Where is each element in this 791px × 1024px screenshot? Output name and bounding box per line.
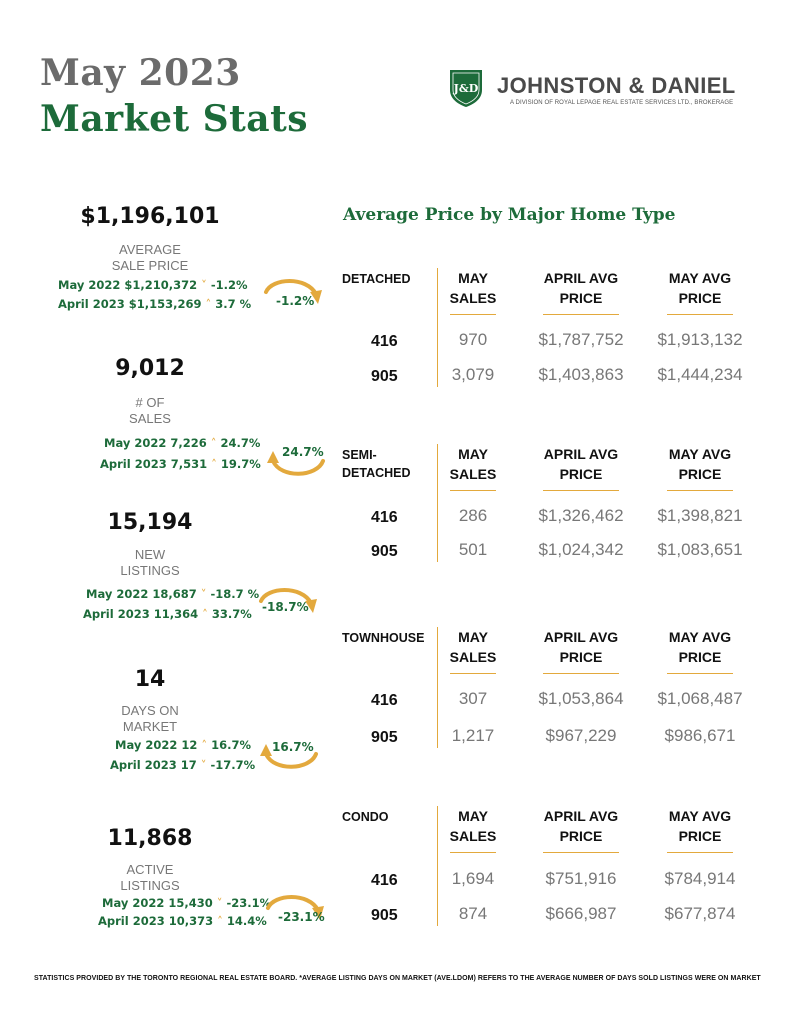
- stat-label-line: ACTIVE: [126, 862, 174, 877]
- chevron-down-icon: ˅: [200, 758, 207, 772]
- header-line: MAY AVG: [668, 446, 732, 462]
- price-cell: $1,913,132: [657, 330, 743, 349]
- stat-label-line: LISTINGS: [120, 878, 180, 893]
- header-underline: [667, 852, 733, 853]
- comparison-text: April 2023 11,364: [83, 607, 199, 621]
- home-type-line: TOWNHOUSE: [342, 631, 425, 645]
- header-line: MAY AVG: [668, 808, 732, 824]
- home-type-label: [342, 808, 389, 826]
- header-line: APRIL AVG: [543, 446, 619, 462]
- comparison-row: [58, 278, 248, 292]
- comparison-text: April 2023 $1,153,269: [58, 297, 202, 311]
- april-avg-price-header: [526, 627, 636, 674]
- stat-label: [40, 862, 260, 894]
- comparison-row: [58, 297, 251, 311]
- april-avg-price-header: [526, 444, 636, 491]
- home-type-line: DETACHED: [342, 466, 411, 480]
- comparison-pct: -18.7 %: [210, 587, 260, 601]
- comparison-pct: 24.7%: [220, 436, 261, 450]
- change-badge: 16.7%: [272, 740, 314, 754]
- price-cell: $1,444,234: [657, 365, 743, 384]
- home-type-line: CONDO: [342, 810, 389, 824]
- comparison-text: May 2022 18,687: [86, 587, 197, 601]
- may-avg-price-header: [650, 444, 750, 491]
- chevron-up-icon: ˄: [202, 607, 208, 621]
- header-underline: [450, 314, 496, 315]
- stat-value: $1,196,101: [80, 204, 220, 229]
- change-badge: -18.7%: [262, 600, 309, 614]
- logo-monogram: J&D: [453, 82, 479, 95]
- header-underline: [667, 673, 733, 674]
- price-cell: 307: [458, 689, 488, 708]
- price-cell: $967,229: [545, 726, 617, 745]
- comparison-text: April 2023 7,531: [100, 457, 208, 471]
- comparison-pct: -17.7%: [210, 758, 256, 772]
- header-underline: [543, 852, 619, 853]
- chevron-down-icon: ˅: [201, 278, 207, 292]
- stat-label-line: NEW: [134, 547, 166, 562]
- header-line: SALES: [449, 466, 497, 482]
- region-label: 416: [371, 509, 398, 526]
- header-underline: [667, 490, 733, 491]
- header-line: PRICE: [678, 828, 722, 844]
- may-avg-price-header: [650, 806, 750, 853]
- home-type-label: [342, 270, 411, 288]
- header-underline: [450, 673, 496, 674]
- home-type-label: [342, 629, 424, 647]
- comparison-row: [83, 607, 252, 621]
- comparison-row: [100, 457, 261, 471]
- stat-label-line: AVERAGE: [119, 242, 181, 257]
- stat-label-line: DAYS ON: [121, 703, 179, 718]
- may-avg-price-header: [650, 627, 750, 674]
- region-label: 905: [371, 907, 398, 924]
- comparison-row: [115, 738, 251, 752]
- home-type-line: DETACHED: [342, 272, 411, 286]
- stat-label-line: LISTINGS: [120, 563, 180, 578]
- comparison-pct: 16.7%: [211, 738, 252, 752]
- price-cell: 1,217: [451, 726, 495, 745]
- comparison-text: May 2022 15,430: [102, 896, 213, 910]
- comparison-row: [102, 896, 271, 910]
- stat-value: 9,012: [115, 356, 185, 381]
- comparison-pct: 14.4%: [226, 914, 267, 928]
- may-sales-header: [436, 268, 510, 315]
- chevron-up-icon: ˄: [201, 738, 208, 752]
- price-cell: 286: [458, 506, 488, 525]
- header-line: SALES: [449, 290, 497, 306]
- header-underline: [450, 490, 496, 491]
- home-type-label: [342, 446, 411, 482]
- comparison-pct: -1.2%: [210, 278, 248, 292]
- header-line: APRIL AVG: [543, 629, 619, 645]
- price-cell: $751,916: [545, 869, 617, 888]
- may-sales-header: [436, 806, 510, 853]
- comparison-pct: 19.7%: [220, 457, 261, 471]
- header-line: PRICE: [559, 649, 603, 665]
- header-line: MAY AVG: [668, 270, 732, 286]
- price-cell: $784,914: [664, 869, 736, 888]
- change-badge: 24.7%: [282, 445, 324, 459]
- april-avg-price-header: [526, 806, 636, 853]
- header-line: MAY: [458, 808, 488, 824]
- comparison-pct: 3.7 %: [215, 297, 252, 311]
- price-cell: $1,787,752: [538, 330, 624, 349]
- april-avg-price-header: [526, 268, 636, 315]
- comparison-text: April 2023 10,373: [98, 914, 214, 928]
- price-cell: $1,068,487: [657, 689, 743, 708]
- price-cell: $1,326,462: [538, 506, 624, 525]
- header-line: PRICE: [678, 290, 722, 306]
- stat-value: 11,868: [107, 826, 193, 851]
- price-cell: 501: [458, 540, 488, 559]
- title-month: May 2023: [40, 52, 241, 94]
- price-cell: 874: [458, 904, 488, 923]
- price-cell: $666,987: [545, 904, 617, 923]
- comparison-row: [98, 914, 267, 928]
- chevron-up-icon: ˄: [211, 457, 217, 471]
- change-badge: -23.1%: [278, 910, 325, 924]
- home-type-line: SEMI-: [342, 448, 377, 462]
- header-line: PRICE: [559, 828, 603, 844]
- brand-name: JOHNSTON & DANIEL: [497, 73, 736, 98]
- stat-value: 15,194: [107, 510, 193, 535]
- chevron-down-icon: ˅: [200, 587, 207, 601]
- chevron-up-icon: ˄: [205, 297, 212, 311]
- stat-label-line: SALE PRICE: [111, 258, 189, 273]
- header-line: APRIL AVG: [543, 270, 619, 286]
- price-cell: $1,398,821: [657, 506, 743, 525]
- comparison-text: April 2023 17: [110, 758, 197, 772]
- stat-label: [40, 547, 260, 579]
- comparison-row: [104, 436, 260, 450]
- title-market-stats: Market Stats: [40, 98, 309, 140]
- chevron-up-icon: ˄: [210, 436, 217, 450]
- stat-label-line: MARKET: [122, 719, 178, 734]
- may-sales-header: [436, 627, 510, 674]
- change-badge: -1.2%: [276, 294, 315, 308]
- price-cell: $1,053,864: [538, 689, 624, 708]
- comparison-text: May 2022 12: [115, 738, 198, 752]
- chevron-up-icon: ˄: [217, 914, 223, 928]
- header-line: SALES: [449, 828, 497, 844]
- comparison-text: May 2022 $1,210,372: [58, 278, 198, 292]
- section-title: Average Price by Major Home Type: [343, 205, 676, 225]
- price-cell: $986,671: [664, 726, 736, 745]
- header-line: APRIL AVG: [543, 808, 619, 824]
- region-label: 905: [371, 729, 398, 746]
- header-line: PRICE: [559, 290, 603, 306]
- header-line: PRICE: [678, 466, 722, 482]
- comparison-row: [110, 758, 255, 772]
- price-cell: 3,079: [451, 365, 495, 384]
- price-cell: $1,083,651: [657, 540, 743, 559]
- stat-value: 14: [134, 667, 166, 692]
- header-line: MAY AVG: [668, 629, 732, 645]
- header-underline: [543, 314, 619, 315]
- header-line: MAY: [458, 446, 488, 462]
- brand-subtitle: A DIVISION OF ROYAL LEPAGE REAL ESTATE SERVICES LTD., BROKERAGE: [510, 100, 734, 106]
- footer-note: STATISTICS PROVIDED BY THE TORONTO REGIONAL REAL ESTATE BOARD. *AVERAGE LISTING DAYS ON MARKET (AVE.LDOM) REFERS TO THE AVERAGE NUMBER OF DAYS SOLD LISTINGS WERE ON MARKET: [34, 975, 761, 982]
- comparison-text: May 2022 7,226: [104, 436, 207, 450]
- stat-label: [40, 395, 260, 427]
- region-label: 905: [371, 543, 398, 560]
- stat-label-line: # OF: [135, 395, 165, 410]
- region-label: 416: [371, 692, 398, 709]
- header-line: SALES: [449, 649, 497, 665]
- may-sales-header: [436, 444, 510, 491]
- header-underline: [543, 673, 619, 674]
- comparison-pct: 33.7%: [211, 607, 252, 621]
- chevron-down-icon: ˅: [216, 896, 223, 910]
- region-label: 416: [371, 872, 398, 889]
- stat-label: [40, 703, 260, 735]
- price-cell: 970: [458, 330, 488, 349]
- comparison-pct: -23.1%: [226, 896, 272, 910]
- stat-label-line: SALES: [129, 411, 171, 426]
- price-cell: $1,403,863: [538, 365, 624, 384]
- stat-label: [40, 242, 260, 274]
- comparison-row: [86, 587, 259, 601]
- price-cell: 1,694: [451, 869, 495, 888]
- region-label: 905: [371, 368, 398, 385]
- header-underline: [667, 314, 733, 315]
- header-underline: [450, 852, 496, 853]
- price-cell: $1,024,342: [538, 540, 624, 559]
- region-label: 416: [371, 333, 398, 350]
- shield-logo-icon: [448, 68, 484, 108]
- header-line: PRICE: [559, 466, 603, 482]
- may-avg-price-header: [650, 268, 750, 315]
- header-line: PRICE: [678, 649, 722, 665]
- header-underline: [543, 490, 619, 491]
- header-line: MAY: [458, 270, 488, 286]
- header-line: MAY: [458, 629, 488, 645]
- price-cell: $677,874: [664, 904, 736, 923]
